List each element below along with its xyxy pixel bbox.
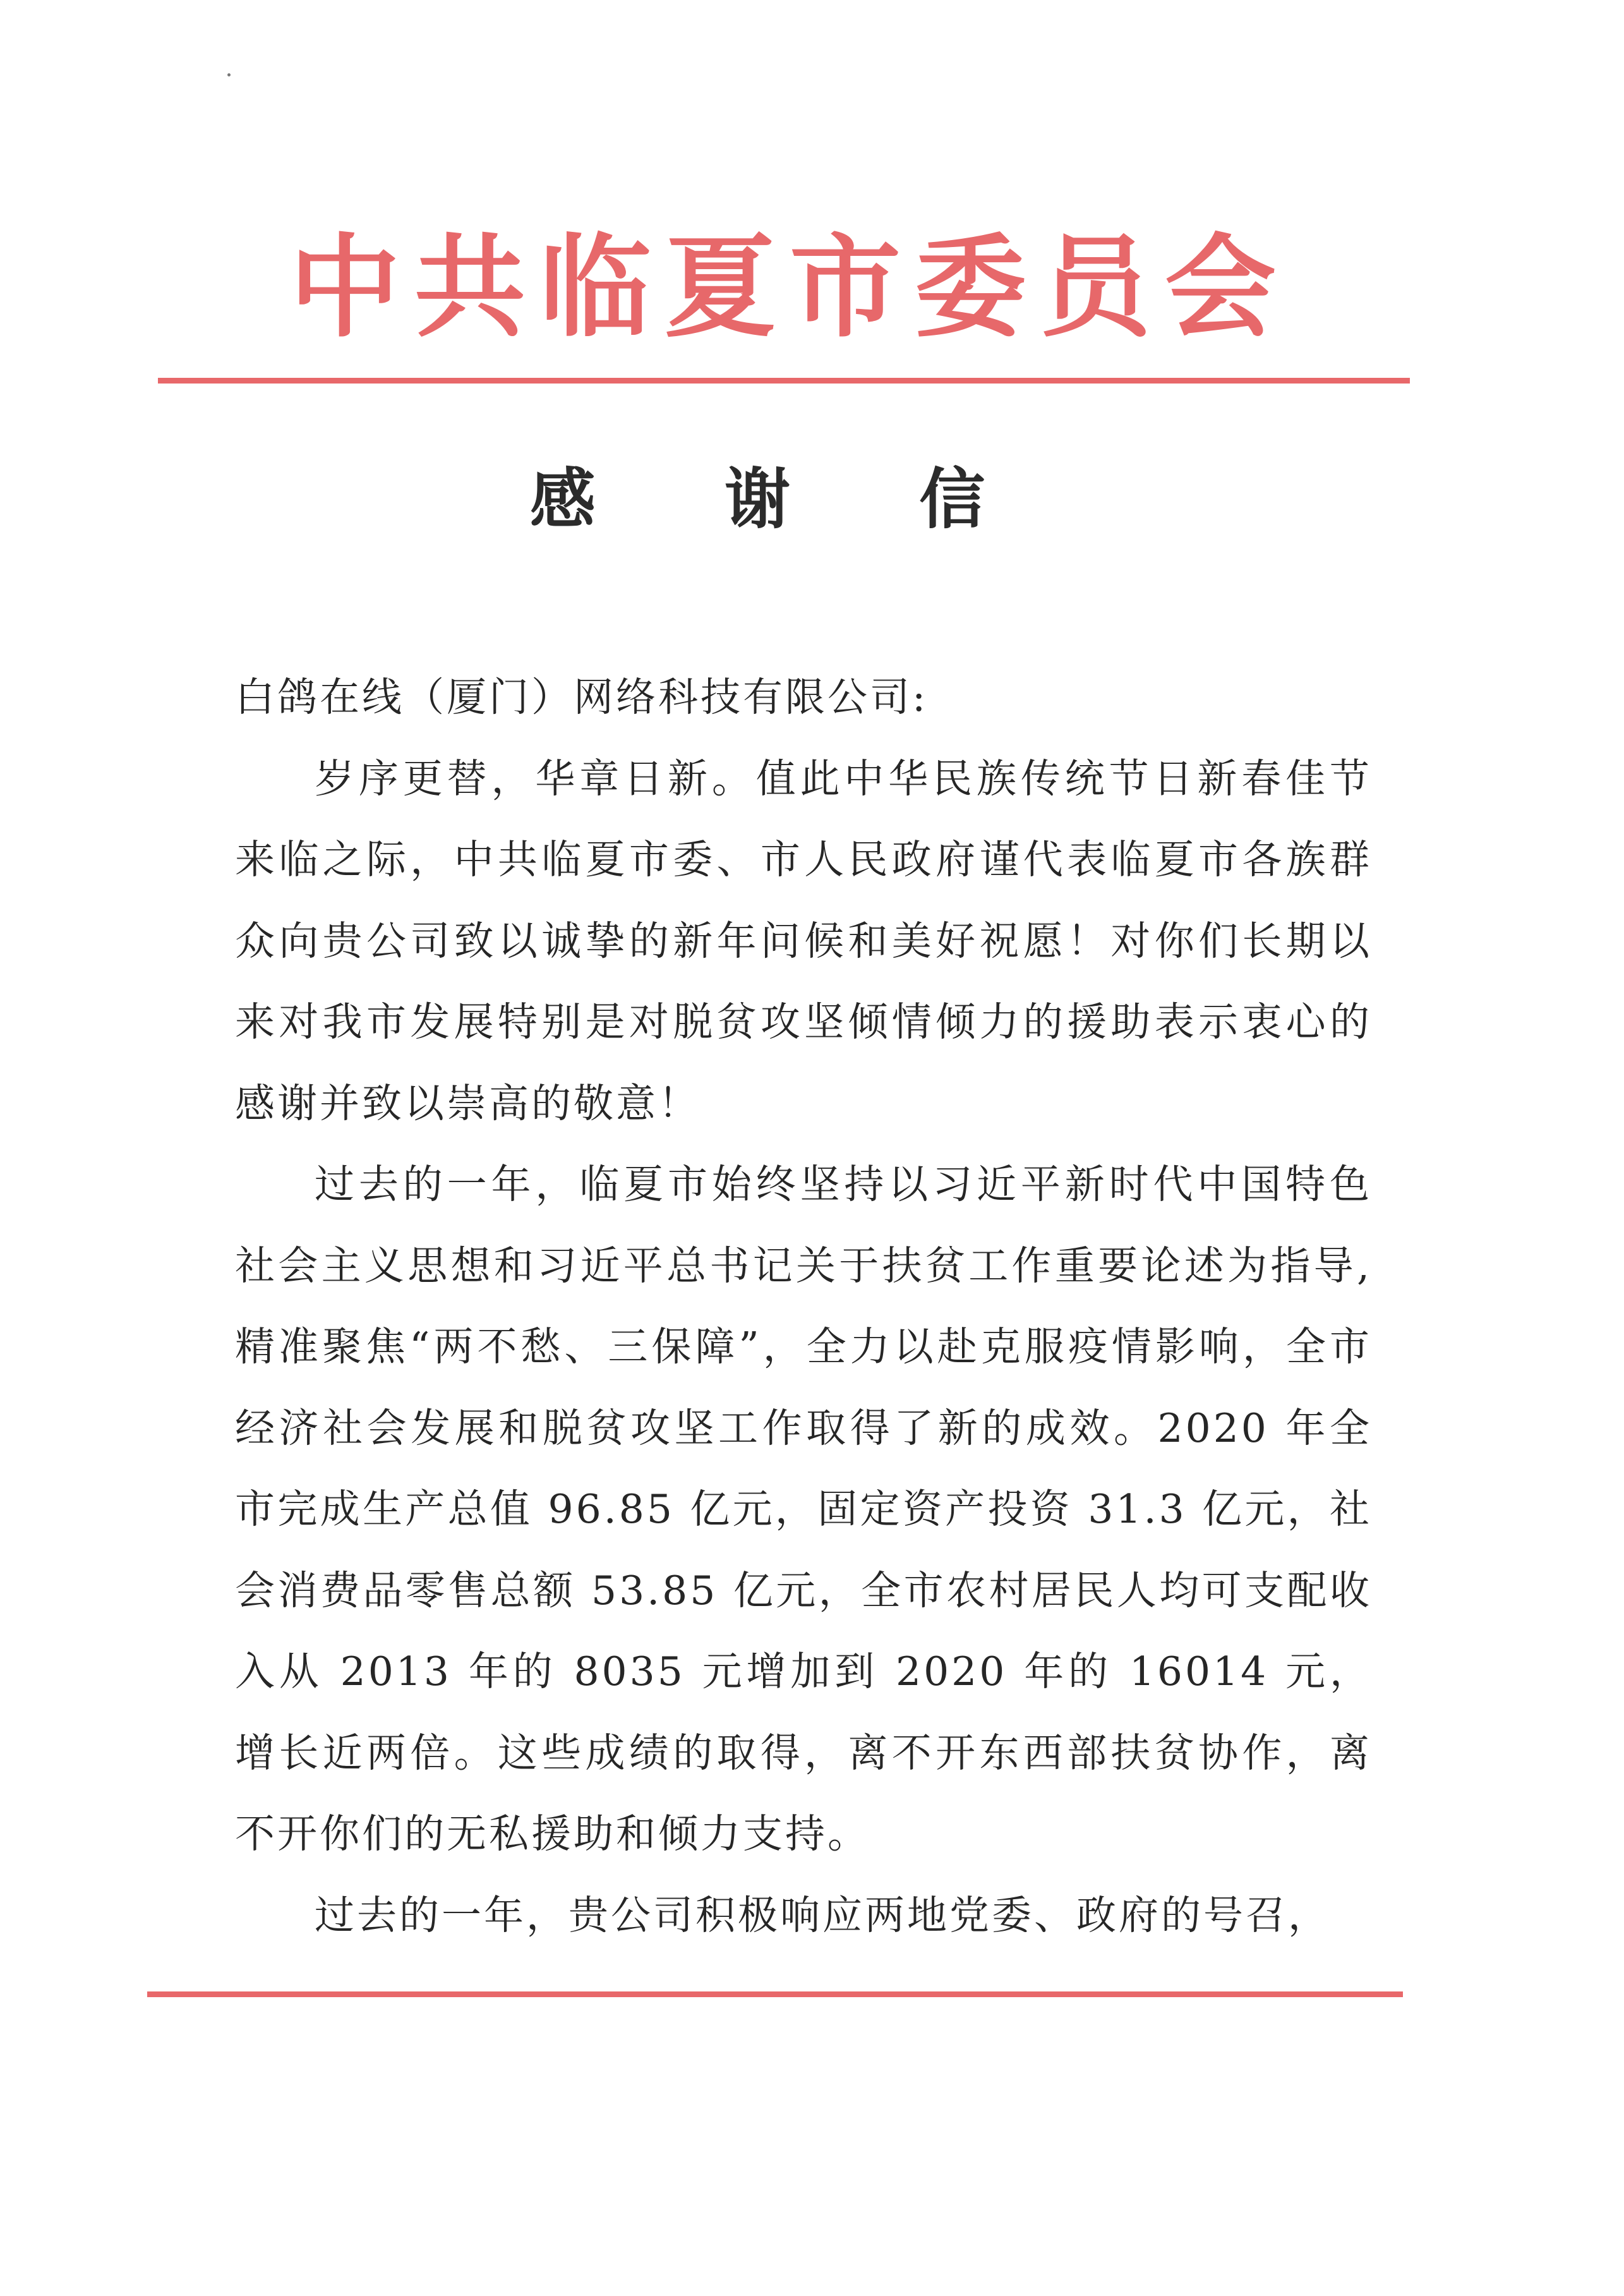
letter-salutation: 白鸽在线（厦门）网络科技有限公司:: [235, 674, 929, 720]
letterhead-divider-top: [158, 378, 1410, 384]
letterhead-organization: 中共临夏市委员会: [289, 222, 1290, 353]
letter-paragraph: 过去的一年，贵公司积极响应两地党委、政府的号召，: [315, 1892, 1330, 1938]
letter-body: [235, 657, 1372, 1956]
letter-title: 感 谢 信: [529, 460, 1038, 538]
letter-paragraph: 过去的一年，临夏市始终坚持以习近平新时代中国特色社会主义思想和习近平总书记关于扶贫工作重要论述为指导,精准聚焦“两不愁、三保障”，全力以赴克服疫情影响，全市经济社会发展和脱贫攻坚工作取得了新的成效。2020 年全市完成生产总值 96.85 亿元，固定资产投资 31.3 亿元，社会消费品零售总额 53.85 亿元，全市农村居民人均可支配收入从 2013 年的 8035 元增加到 2020 年的 16014 元，增长近两倍。这些成绩的取得，离不开东西部扶贫协作，离不开你们的无私援助和倾力支持。: [235, 1161, 1372, 1857]
page-divider-bottom: [147, 1991, 1403, 1997]
letter-paragraph: 岁序更替，华章日新。值此中华民族传统节日新春佳节来临之际，中共临夏市委、市人民政府谨代表临夏市各族群众向贵公司致以诚挚的新年问候和美好祝愿！对你们长期以来对我市发展特别是对脱贫攻坚倾情倾力的援助表示衷心的感谢并致以崇高的敬意！: [235, 755, 1372, 1127]
scan-speck: [227, 73, 231, 76]
